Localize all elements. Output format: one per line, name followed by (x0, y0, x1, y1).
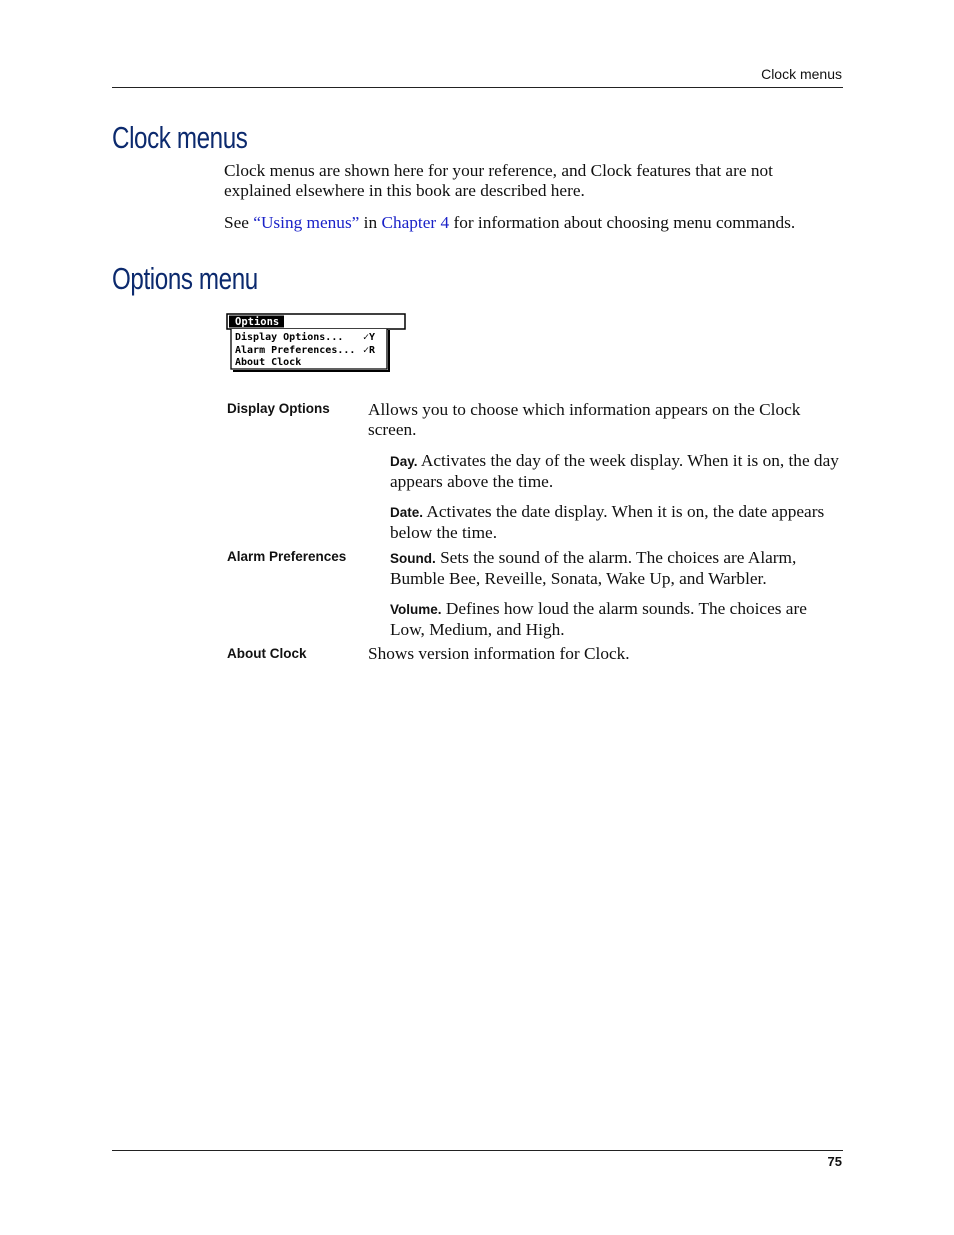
desc-display-options: Allows you to choose which information appears on the Clock screen. (368, 400, 801, 439)
see-prefix: See (224, 213, 254, 232)
options-menu-screenshot (226, 313, 408, 373)
sub-sound-name: Sound. (390, 551, 436, 566)
sub-sound (390, 548, 842, 589)
header-rule (112, 87, 843, 88)
section-title-options-menu: Options menu (112, 261, 258, 296)
sub-date (390, 502, 842, 543)
sub-volume-name: Volume. (390, 602, 442, 617)
menu-item-alarm-preferences-shortcut: ✓R (363, 345, 376, 356)
term-display-options: Display Options (227, 401, 330, 416)
see-suffix: for information about choosing menu commands. (449, 213, 796, 232)
see-mid: in (359, 213, 382, 232)
term-about-clock: About Clock (227, 646, 307, 661)
menu-item-display-options[interactable]: Display Options... (235, 332, 344, 343)
section-title-clock-menus: Clock menus (112, 120, 248, 155)
sub-day-text: Activates the day of the week display. When it is on, the day appears above the time. (390, 451, 839, 491)
menu-item-display-options-shortcut: ✓Y (363, 332, 376, 343)
chapter-4-link[interactable]: Chapter 4 (381, 213, 450, 232)
menu-item-about-clock[interactable]: About Clock (235, 357, 302, 368)
see-also-paragraph (224, 213, 844, 233)
sub-volume-text: Defines how loud the alarm sounds. The choices are Low, Medium, and High. (390, 599, 807, 639)
sub-sound-text: Sets the sound of the alarm. The choices are Alarm, Bumble Bee, Reveille, Sonata, Wake Up, and Warbler. (390, 548, 797, 588)
running-head: Clock menus (761, 66, 842, 82)
sub-date-name: Date. (390, 505, 424, 520)
sub-date-text: Activates the date display. When it is on, the date appears below the time. (390, 502, 825, 542)
footer-rule (112, 1150, 843, 1151)
sub-day (390, 451, 842, 492)
intro-paragraph: Clock menus are shown here for your reference, and Clock features that are not explained elsewhere in this book are described here. (224, 161, 773, 200)
menu-title: Options (235, 316, 280, 328)
desc-about-clock: Shows version information for Clock. (368, 644, 630, 663)
page-number: 75 (827, 1154, 842, 1169)
sub-day-name: Day. (390, 454, 418, 469)
using-menus-link[interactable]: “Using menus” (253, 213, 360, 232)
sub-volume (390, 599, 842, 640)
menu-item-alarm-preferences[interactable]: Alarm Preferences... (235, 345, 356, 356)
term-alarm-preferences: Alarm Preferences (227, 549, 347, 564)
